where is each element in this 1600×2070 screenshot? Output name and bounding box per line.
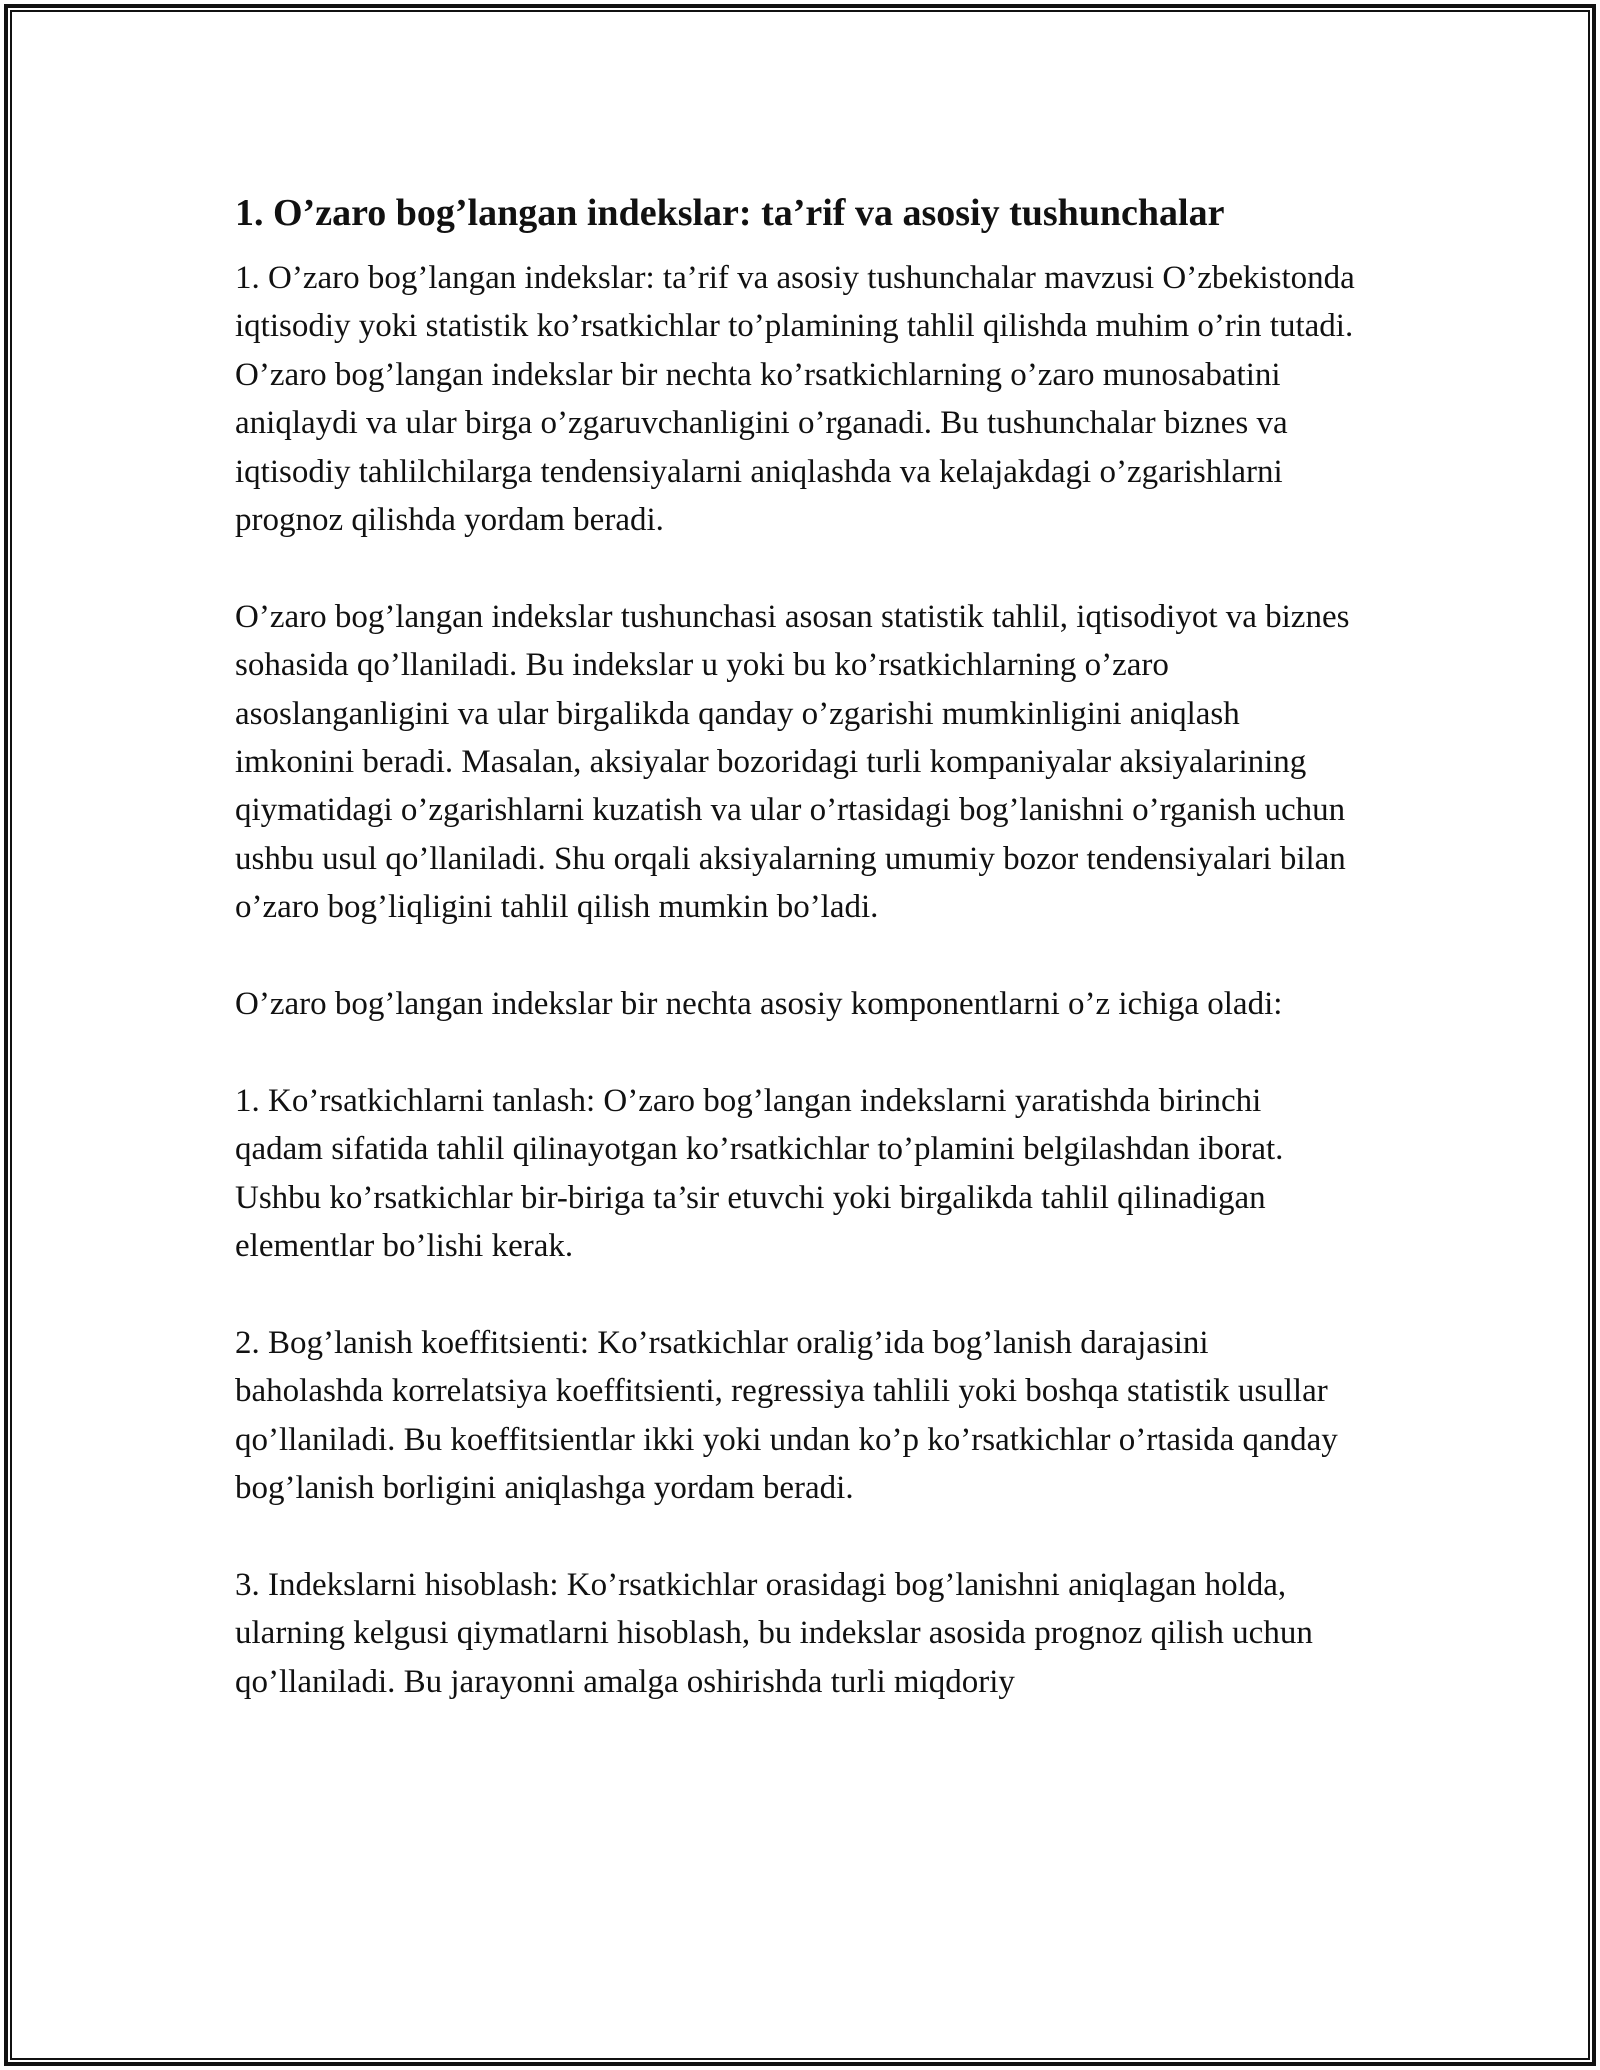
paragraph-item-2: 2. Bog’lanish koeffitsienti: Ko’rsatkichlar oralig’ida bog’lanish darajasini baholashda korrelatsiya koeffitsienti, regressiya tahlili yoki boshqa statistik usullar qo’llaniladi. Bu koeffitsientlar ikki yoki undan ko’p ko’rsatkichlar o’rtasida qanday bog’lanish borligini aniqlashga yordam beradi. — [235, 1324, 1338, 1507]
document-title: 1. O’zaro bog’langan indekslar: ta’rif va asosiy tushunchalar — [235, 192, 1225, 234]
paragraph-item-3: 3. Indekslarni hisoblash: Ko’rsatkichlar orasidagi bog’lanishni aniqlagan holda, ularning kelgusi qiymatlarni hisoblash, bu indekslar asosida prognoz qilish uchun qo’llaniladi. Bu jarayonni amalga oshirishda turli miqdoriy — [235, 1566, 1313, 1700]
paragraph-item-1: 1. Ko’rsatkichlarni tanlash: O’zaro bog’langan indekslarni yaratishda birinchi qadam sifatida tahlil qilinayotgan ko’rsatkichlar to’plamini belgilashdan iborat. Ushbu ko’rsatkichlar bir-biriga ta’sir etuvchi yoki birgalikda tahlil qilinadigan elementlar bo’lishi kerak. — [235, 1082, 1284, 1265]
paragraph-usage: O’zaro bog’langan indekslar tushunchasi asosan statistik tahlil, iqtisodiyot va biznes sohasida qo’llaniladi. Bu indekslar u yoki bu ko’rsatkichlarning o’zaro asoslanganligini va ular birgalikda qanday o’zgarishi mumkinligini aniqlash imkonini beradi. Masalan, aksiyalar bozoridagi turli kompaniyalar aksiyalarining qiymatidagi o’zgarishlarni kuzatish va ular o’rtasidagi bog’lanishni o’rganish uchun ushbu usul qo’llaniladi. Shu orqali aksiyalarning umumiy bozor tendensiyalari bilan o’zaro bog’liqligini tahlil qilish mumkin bo’ladi. — [235, 598, 1350, 926]
paragraph-components-lead: O’zaro bog’langan indekslar bir nechta asosiy komponentlarni o’z ichiga oladi: — [235, 986, 1283, 1023]
document-body — [235, 186, 1355, 1706]
paragraph-intro: 1. O’zaro bog’langan indekslar: ta’rif va asosiy tushunchalar mavzusi O’zbekistonda iqtisodiy yoki statistik ko’rsatkichlar to’plamining tahlil qilishda muhim o’rin tutadi. O’zaro bog’langan indekslar bir nechta ko’rsatkichlarning o’zaro munosabatini aniqlaydi va ular birga o’zgaruvchanligini o’rganadi. Bu tushunchalar biznes va iqtisodiy tahlilchilarga tendensiyalarni aniqlashda va kelajakdagi o’zgarishlarni prognoz qilishda yordam beradi. — [235, 260, 1355, 539]
